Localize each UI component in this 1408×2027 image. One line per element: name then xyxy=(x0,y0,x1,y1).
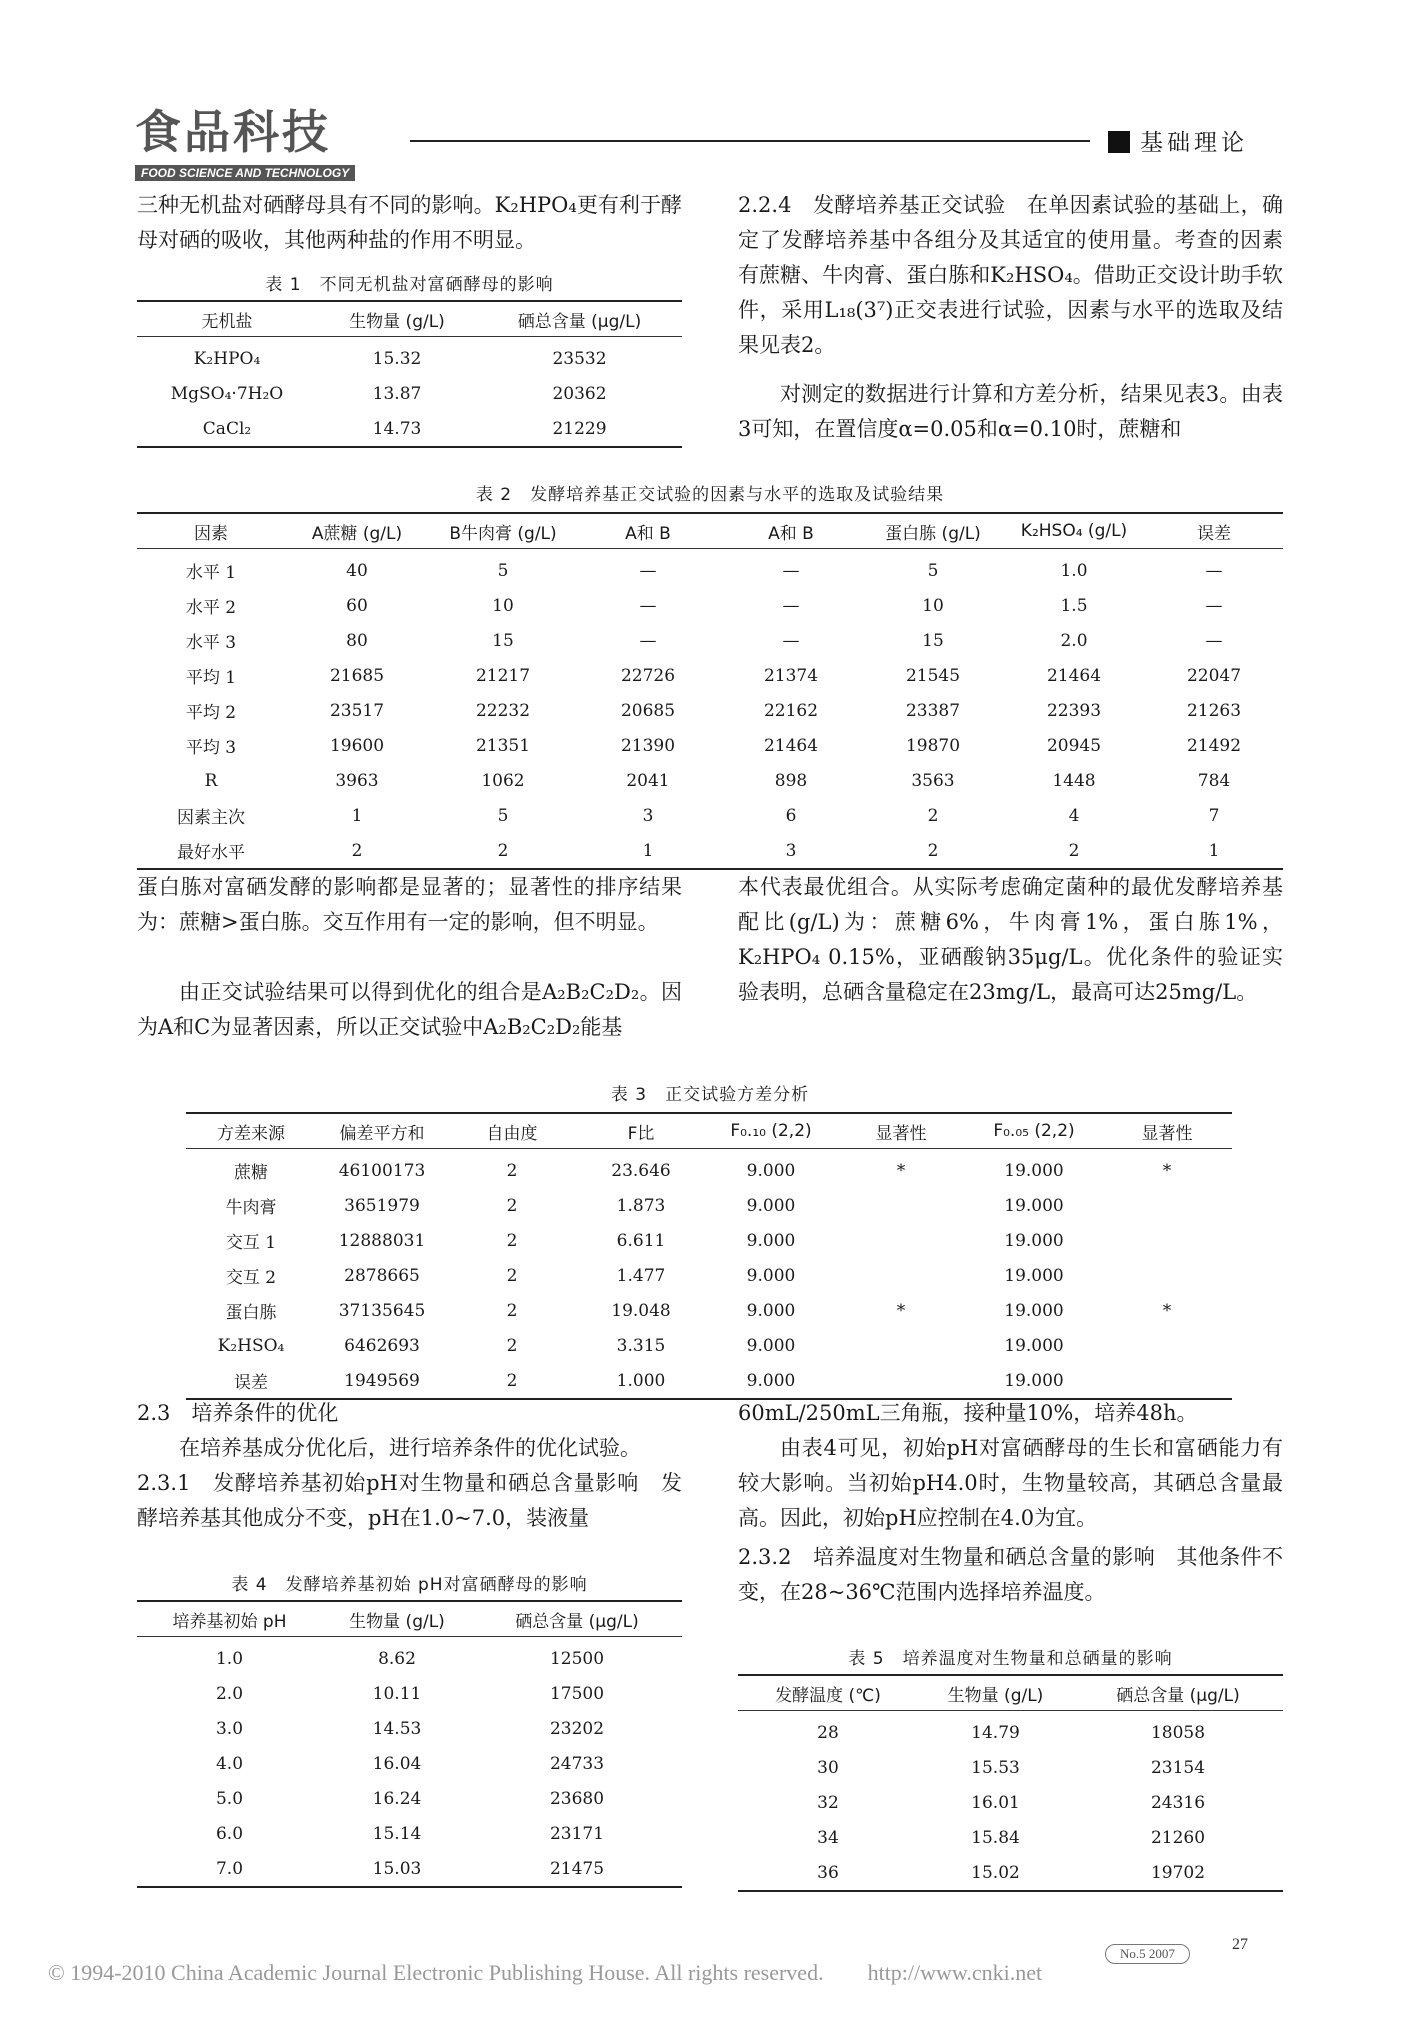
table-cell: 1.873 xyxy=(616,1195,666,1216)
table-header: 发酵温度 (℃) xyxy=(738,1675,918,1711)
paragraph-8: 2.3.1 发酵培养基初始pH对生物量和硒总含量影响 发酵培养基其他成分不变，pH在1.0~7.0，装液量 xyxy=(137,1471,682,1530)
table-cell: 21390 xyxy=(620,735,676,756)
table-cell xyxy=(836,1223,966,1258)
header-rule xyxy=(410,140,1090,142)
paragraph-6: 本代表最优组合。从实际考虑确定菌种的最优发酵培养基配比(g/L)为：蔗糖6%，牛肉膏1%，蛋白胨1%，K₂HPO₄ 0.15%，亚硒酸钠35μg/L。优化条件的验证实验表明，总硒含量稳定在23mg/L，最高可达25mg/L。 xyxy=(738,875,1283,1004)
table-row xyxy=(137,833,1283,869)
table-row xyxy=(137,411,682,447)
issue-badge: No.5 2007 xyxy=(1105,1944,1190,1964)
table-cell: 23171 xyxy=(549,1823,605,1844)
table-header: F比 xyxy=(576,1113,706,1149)
table-header: 无机盐 xyxy=(137,301,317,337)
table-row xyxy=(137,549,1283,589)
table-cell: 6.0 xyxy=(215,1823,244,1844)
table-cell: 19870 xyxy=(905,735,961,756)
section-title xyxy=(1108,124,1248,157)
table-3 xyxy=(186,1112,1232,1400)
table-cell: 最好水平 xyxy=(177,843,245,863)
table1-caption: 表 1 不同无机盐对富硒酵母的影响 xyxy=(265,275,554,295)
table-cell: — xyxy=(1205,630,1223,651)
table-cell: 23532 xyxy=(552,348,607,369)
table-cell: 36 xyxy=(817,1862,839,1883)
journal-logo-cn: 食品科技 xyxy=(135,105,331,159)
table-row xyxy=(137,798,1283,833)
page-number: 27 xyxy=(1232,1936,1248,1953)
table-cell xyxy=(836,1328,966,1363)
table-cell: 9.000 xyxy=(746,1160,796,1181)
table-2 xyxy=(137,512,1283,870)
table-cell: 21217 xyxy=(475,665,531,686)
section-square-icon xyxy=(1108,131,1130,153)
paragraph-9: 60mL/250mL三角瓶，接种量10%，培养48h。 xyxy=(738,1401,1198,1425)
table-cell: * xyxy=(1162,1300,1172,1321)
table-cell: 16.24 xyxy=(372,1788,422,1809)
table-header: 培养基初始 pH xyxy=(137,1601,322,1637)
table-cell: 30 xyxy=(817,1757,839,1778)
table-cell: 6 xyxy=(785,805,797,826)
table-cell: 4 xyxy=(1068,805,1080,826)
table-row xyxy=(186,1363,1232,1399)
table-cell: 1.000 xyxy=(616,1370,666,1391)
table-cell: 9.000 xyxy=(746,1335,796,1356)
table-cell: 22232 xyxy=(475,700,531,721)
table-header: B牛肉膏 (g/L) xyxy=(429,513,577,549)
table-header: 蛋白胨 (g/L) xyxy=(863,513,1003,549)
table-cell: 14.79 xyxy=(971,1722,1020,1743)
table-cell: 23517 xyxy=(329,700,385,721)
table-cell: 15.02 xyxy=(971,1862,1020,1883)
table-cell: 13.87 xyxy=(372,383,422,404)
table-cell: 19.048 xyxy=(611,1300,671,1321)
table-cell: 6462693 xyxy=(344,1335,420,1356)
table-cell: 2 xyxy=(1068,840,1080,861)
table-header: 自由度 xyxy=(448,1113,576,1149)
table-cell: 32 xyxy=(817,1792,839,1813)
table-cell: K₂HSO₄ xyxy=(217,1335,285,1356)
table-cell: 3 xyxy=(642,805,654,826)
table-cell: 24733 xyxy=(549,1753,605,1774)
table-5 xyxy=(738,1674,1283,1892)
table-cell: CaCl₂ xyxy=(202,418,252,439)
table-cell: 15 xyxy=(492,630,514,651)
table-cell: 平均 1 xyxy=(185,668,237,688)
table-cell: 23154 xyxy=(1150,1757,1206,1778)
table-cell: — xyxy=(639,595,657,616)
section-title-text: 基础理论 xyxy=(1140,130,1248,156)
table-cell: 21263 xyxy=(1186,700,1242,721)
table-cell: 60 xyxy=(346,595,368,616)
table-cell: 7 xyxy=(1208,805,1220,826)
table-cell: 20685 xyxy=(620,700,676,721)
table-cell: 2 xyxy=(506,1230,518,1251)
table-cell: MgSO₄·7H₂O xyxy=(170,383,284,404)
journal-logo xyxy=(135,96,355,181)
table-cell: 21685 xyxy=(329,665,385,686)
table-cell: 80 xyxy=(346,630,368,651)
table-cell: 15.53 xyxy=(971,1757,1020,1778)
table-cell: 2 xyxy=(506,1335,518,1356)
table-cell: 15.14 xyxy=(372,1823,422,1844)
table-cell xyxy=(1102,1363,1232,1399)
table-cell xyxy=(836,1188,966,1223)
table-cell: 19.000 xyxy=(1004,1195,1064,1216)
table-cell: 23202 xyxy=(549,1718,605,1739)
table-cell: — xyxy=(1205,560,1223,581)
table-cell: 23.646 xyxy=(611,1160,671,1181)
table-cell: 15.84 xyxy=(971,1827,1020,1848)
table-cell: 牛肉膏 xyxy=(225,1198,277,1218)
table-cell: 19.000 xyxy=(1004,1335,1064,1356)
table-cell: 8.62 xyxy=(378,1648,416,1669)
table-cell: 21492 xyxy=(1186,735,1242,756)
table-header: 硒总含量 (μg/L) xyxy=(1073,1675,1283,1711)
paragraph-10: 由表4可见，初始pH对富硒酵母的生长和富硒能力有较大影响。当初始pH4.0时，生物量较高，其硒总含量最高。因此，初始pH应控制在4.0为宜。 xyxy=(738,1436,1283,1530)
table-row xyxy=(137,337,682,377)
table4-caption: 表 4 发酵培养基初始 pH对富硒酵母的影响 xyxy=(231,1575,588,1595)
copyright-footer: © 1994-2010 China Academic Journal Electronic Publishing House. All rights reserved. http://www.cnki.net xyxy=(48,1960,1043,1985)
table-header-row xyxy=(137,513,1283,549)
table-row xyxy=(137,693,1283,728)
table-cell: 2 xyxy=(506,1160,518,1181)
table-cell: 2.0 xyxy=(215,1683,244,1704)
table-header: 生物量 (g/L) xyxy=(322,1601,472,1637)
table-cell: 19.000 xyxy=(1004,1265,1064,1286)
table-row xyxy=(137,1746,682,1781)
paragraph-3: 对测定的数据进行计算和方差分析，结果见表3。由表3可知，在置信度α=0.05和α=0.10时，蔗糖和 xyxy=(738,382,1283,441)
table-cell: * xyxy=(896,1300,906,1321)
paragraph-1: 三种无机盐对硒酵母具有不同的影响。K₂HPO₄更有利于酵母对硒的吸收，其他两种盐的作用不明显。 xyxy=(137,193,682,252)
table-cell: 12500 xyxy=(549,1648,605,1669)
table-cell: 1949569 xyxy=(344,1370,420,1391)
table-row xyxy=(738,1855,1283,1891)
table-cell: 34 xyxy=(817,1827,839,1848)
table-cell: 14.53 xyxy=(372,1718,422,1739)
table-1 xyxy=(137,300,682,448)
table-cell: 蔗糖 xyxy=(234,1163,268,1183)
table-header-row xyxy=(137,301,682,337)
table-cell xyxy=(1102,1258,1232,1293)
table-cell: 12888031 xyxy=(338,1230,426,1251)
table-cell: — xyxy=(782,560,800,581)
table-header: F₀.₀₅ (2,2) xyxy=(966,1113,1102,1149)
table-row xyxy=(738,1785,1283,1820)
table-cell: 4.0 xyxy=(215,1753,244,1774)
table-cell: 水平 1 xyxy=(185,563,237,583)
table-cell: 交互 1 xyxy=(225,1233,277,1253)
table-cell: 22162 xyxy=(763,700,819,721)
paragraph-11: 2.3.2 培养温度对生物量和硒总含量的影响 其他条件不变，在28~36℃范围内选择培养温度。 xyxy=(738,1545,1283,1604)
table-row xyxy=(137,1637,682,1677)
table-cell: 2 xyxy=(497,840,509,861)
table-cell: 1 xyxy=(1208,840,1220,861)
table-cell: 5 xyxy=(927,560,939,581)
table-cell: 10.11 xyxy=(372,1683,422,1704)
table-cell: — xyxy=(639,560,657,581)
table-cell: 22726 xyxy=(620,665,676,686)
table-cell: 1.5 xyxy=(1060,595,1088,616)
table-header-row xyxy=(186,1113,1232,1149)
table-cell: 21351 xyxy=(475,735,531,756)
table-cell: 蛋白胨 xyxy=(225,1303,277,1323)
table-cell: 因素主次 xyxy=(177,808,245,828)
heading-2-3: 2.3 培养条件的优化 xyxy=(137,1401,339,1425)
table-cell: 6.611 xyxy=(616,1230,666,1251)
table-cell: 1 xyxy=(642,840,654,861)
table-row xyxy=(137,588,1283,623)
table-cell: 10 xyxy=(922,595,944,616)
table3-caption: 表 3 正交试验方差分析 xyxy=(610,1085,810,1105)
table-cell: 19.000 xyxy=(1004,1300,1064,1321)
table-row xyxy=(137,728,1283,763)
table-cell: 2878665 xyxy=(344,1265,420,1286)
table-row xyxy=(137,1816,682,1851)
table-4 xyxy=(137,1600,682,1888)
table-row xyxy=(186,1328,1232,1363)
table-cell: 16.01 xyxy=(971,1792,1020,1813)
table-cell: 19600 xyxy=(329,735,385,756)
table-row xyxy=(137,1851,682,1887)
table-cell: 3563 xyxy=(911,770,955,791)
table-cell: 21464 xyxy=(1046,665,1102,686)
table-cell: 5 xyxy=(497,560,509,581)
table-cell: 10 xyxy=(492,595,514,616)
table-header: 显著性 xyxy=(836,1113,966,1149)
table-cell: 2.0 xyxy=(1060,630,1088,651)
table-cell: 9.000 xyxy=(746,1370,796,1391)
table-row xyxy=(137,658,1283,693)
table-cell: 2 xyxy=(506,1195,518,1216)
table-cell: 21545 xyxy=(905,665,961,686)
table-cell: 5.0 xyxy=(215,1788,244,1809)
table-row xyxy=(738,1750,1283,1785)
table-cell: 28 xyxy=(817,1722,839,1743)
table-row xyxy=(738,1711,1283,1751)
table-cell: 7.0 xyxy=(215,1858,244,1879)
table-row xyxy=(137,1781,682,1816)
table-cell: 1448 xyxy=(1052,770,1096,791)
table-header: A和 B xyxy=(719,513,863,549)
table-cell: 1.0 xyxy=(215,1648,244,1669)
table-cell: 15.03 xyxy=(372,1858,422,1879)
table-cell xyxy=(1102,1223,1232,1258)
table-cell: 19702 xyxy=(1150,1862,1206,1883)
table-row xyxy=(186,1149,1232,1189)
table-cell: 1.0 xyxy=(1060,560,1088,581)
table-cell: 3963 xyxy=(335,770,379,791)
table-cell: 3.0 xyxy=(215,1718,244,1739)
table-cell: 17500 xyxy=(549,1683,605,1704)
table-row xyxy=(186,1223,1232,1258)
table-row xyxy=(137,1711,682,1746)
table-cell: 784 xyxy=(1197,770,1231,791)
table-cell: 21260 xyxy=(1150,1827,1206,1848)
table-header: 显著性 xyxy=(1102,1113,1232,1149)
table-row xyxy=(186,1258,1232,1293)
table-cell: 水平 3 xyxy=(185,633,237,653)
journal-logo-en: FOOD SCIENCE AND TECHNOLOGY xyxy=(135,165,355,181)
table-cell xyxy=(836,1258,966,1293)
table-cell: 2 xyxy=(506,1370,518,1391)
table-header: 硒总含量 (μg/L) xyxy=(472,1601,682,1637)
table-cell: 15.32 xyxy=(372,348,422,369)
table-cell: 22393 xyxy=(1046,700,1102,721)
table-cell: 16.04 xyxy=(372,1753,422,1774)
table-row xyxy=(186,1293,1232,1328)
table-cell: — xyxy=(782,630,800,651)
table-cell: 9.000 xyxy=(746,1230,796,1251)
table-cell: 平均 3 xyxy=(185,738,237,758)
table-cell: — xyxy=(782,595,800,616)
table-cell: 平均 2 xyxy=(185,703,237,723)
table-cell: 40 xyxy=(346,560,368,581)
table-cell: 3.315 xyxy=(616,1335,666,1356)
table-header: 生物量 (g/L) xyxy=(317,301,477,337)
table-header: 硒总含量 (μg/L) xyxy=(477,301,682,337)
table-cell: 23387 xyxy=(905,700,961,721)
table-cell: — xyxy=(1205,595,1223,616)
table-cell: * xyxy=(896,1160,906,1181)
table-row xyxy=(738,1820,1283,1855)
table-cell: * xyxy=(1162,1160,1172,1181)
table-cell: 19.000 xyxy=(1004,1230,1064,1251)
table-header: 因素 xyxy=(137,513,285,549)
table-cell: R xyxy=(204,770,218,791)
table-cell: 2 xyxy=(927,840,939,861)
table-cell: 3 xyxy=(785,840,797,861)
table-cell: 2 xyxy=(927,805,939,826)
table-cell: 19.000 xyxy=(1004,1160,1064,1181)
table-cell: 2 xyxy=(506,1265,518,1286)
table-header-row xyxy=(137,1601,682,1637)
table-cell: 3651979 xyxy=(344,1195,420,1216)
table-cell: 9.000 xyxy=(746,1195,796,1216)
table-cell: 21475 xyxy=(549,1858,605,1879)
table-cell: 5 xyxy=(497,805,509,826)
table-cell: 37135645 xyxy=(338,1300,426,1321)
table-cell: 22047 xyxy=(1186,665,1242,686)
table-cell: 1.477 xyxy=(616,1265,666,1286)
table-cell: 9.000 xyxy=(746,1300,796,1321)
table-cell: 2041 xyxy=(626,770,670,791)
table-cell: 9.000 xyxy=(746,1265,796,1286)
table-cell xyxy=(836,1363,966,1399)
table-cell: 水平 2 xyxy=(185,598,237,618)
table-cell: 误差 xyxy=(234,1373,268,1393)
table-cell: K₂HPO₄ xyxy=(193,348,261,369)
table5-caption: 表 5 培养温度对生物量和总硒量的影响 xyxy=(848,1649,1173,1669)
table-header: 生物量 (g/L) xyxy=(918,1675,1073,1711)
table-cell: 898 xyxy=(774,770,808,791)
table-cell: 21229 xyxy=(552,418,607,439)
table-cell: 20945 xyxy=(1046,735,1102,756)
table-cell: 2 xyxy=(506,1300,518,1321)
table-cell: 14.73 xyxy=(372,418,422,439)
paragraph-7: 在培养基成分优化后，进行培养条件的优化试验。 xyxy=(179,1436,641,1460)
table-cell: — xyxy=(639,630,657,651)
table-row xyxy=(137,763,1283,798)
table-header: K₂HSO₄ (g/L) xyxy=(1003,513,1145,549)
table-row xyxy=(137,623,1283,658)
table-cell: 21464 xyxy=(763,735,819,756)
table-cell: 24316 xyxy=(1150,1792,1206,1813)
table-cell xyxy=(1102,1188,1232,1223)
table-header: 误差 xyxy=(1145,513,1283,549)
table-header: F₀.₁₀ (2,2) xyxy=(706,1113,836,1149)
table-cell: 23680 xyxy=(549,1788,605,1809)
table2-caption: 表 2 发酵培养基正交试验的因素与水平的选取及试验结果 xyxy=(475,485,945,505)
table-header: 偏差平方和 xyxy=(316,1113,448,1149)
paragraph-4: 蛋白胨对富硒发酵的影响都是显著的；显著性的排序结果为：蔗糖>蛋白胨。交互作用有一定的影响，但不明显。 xyxy=(137,875,682,934)
table-header: 方差来源 xyxy=(186,1113,316,1149)
table-header: A和 B xyxy=(577,513,719,549)
table-row xyxy=(186,1188,1232,1223)
table-cell: 18058 xyxy=(1150,1722,1206,1743)
table-cell: 46100173 xyxy=(338,1160,426,1181)
table-cell: 21374 xyxy=(763,665,819,686)
table-cell: 15 xyxy=(922,630,944,651)
table-row xyxy=(137,376,682,411)
table-header: A蔗糖 (g/L) xyxy=(285,513,429,549)
table-cell: 1062 xyxy=(481,770,525,791)
paragraph-5: 由正交试验结果可以得到优化的组合是A₂B₂C₂D₂。因为A和C为显著因素，所以正交试验中A₂B₂C₂D₂能基 xyxy=(137,980,682,1039)
table-cell: 1 xyxy=(351,805,363,826)
table-cell: 19.000 xyxy=(1004,1370,1064,1391)
paragraph-2: 2.2.4 发酵培养基正交试验 在单因素试验的基础上，确定了发酵培养基中各组分及其适宜的使用量。考查的因素有蔗糖、牛肉膏、蛋白胨和K₂HSO₄。借助正交设计助手软件，采用L₁₈(3⁷)正交表进行试验，因素与水平的选取及结果见表2。 xyxy=(738,193,1283,357)
table-cell xyxy=(1102,1328,1232,1363)
table-cell: 20362 xyxy=(552,383,607,404)
table-row xyxy=(137,1676,682,1711)
table-cell: 2 xyxy=(351,840,363,861)
table-cell: 交互 2 xyxy=(225,1268,277,1288)
table-header-row xyxy=(738,1675,1283,1711)
